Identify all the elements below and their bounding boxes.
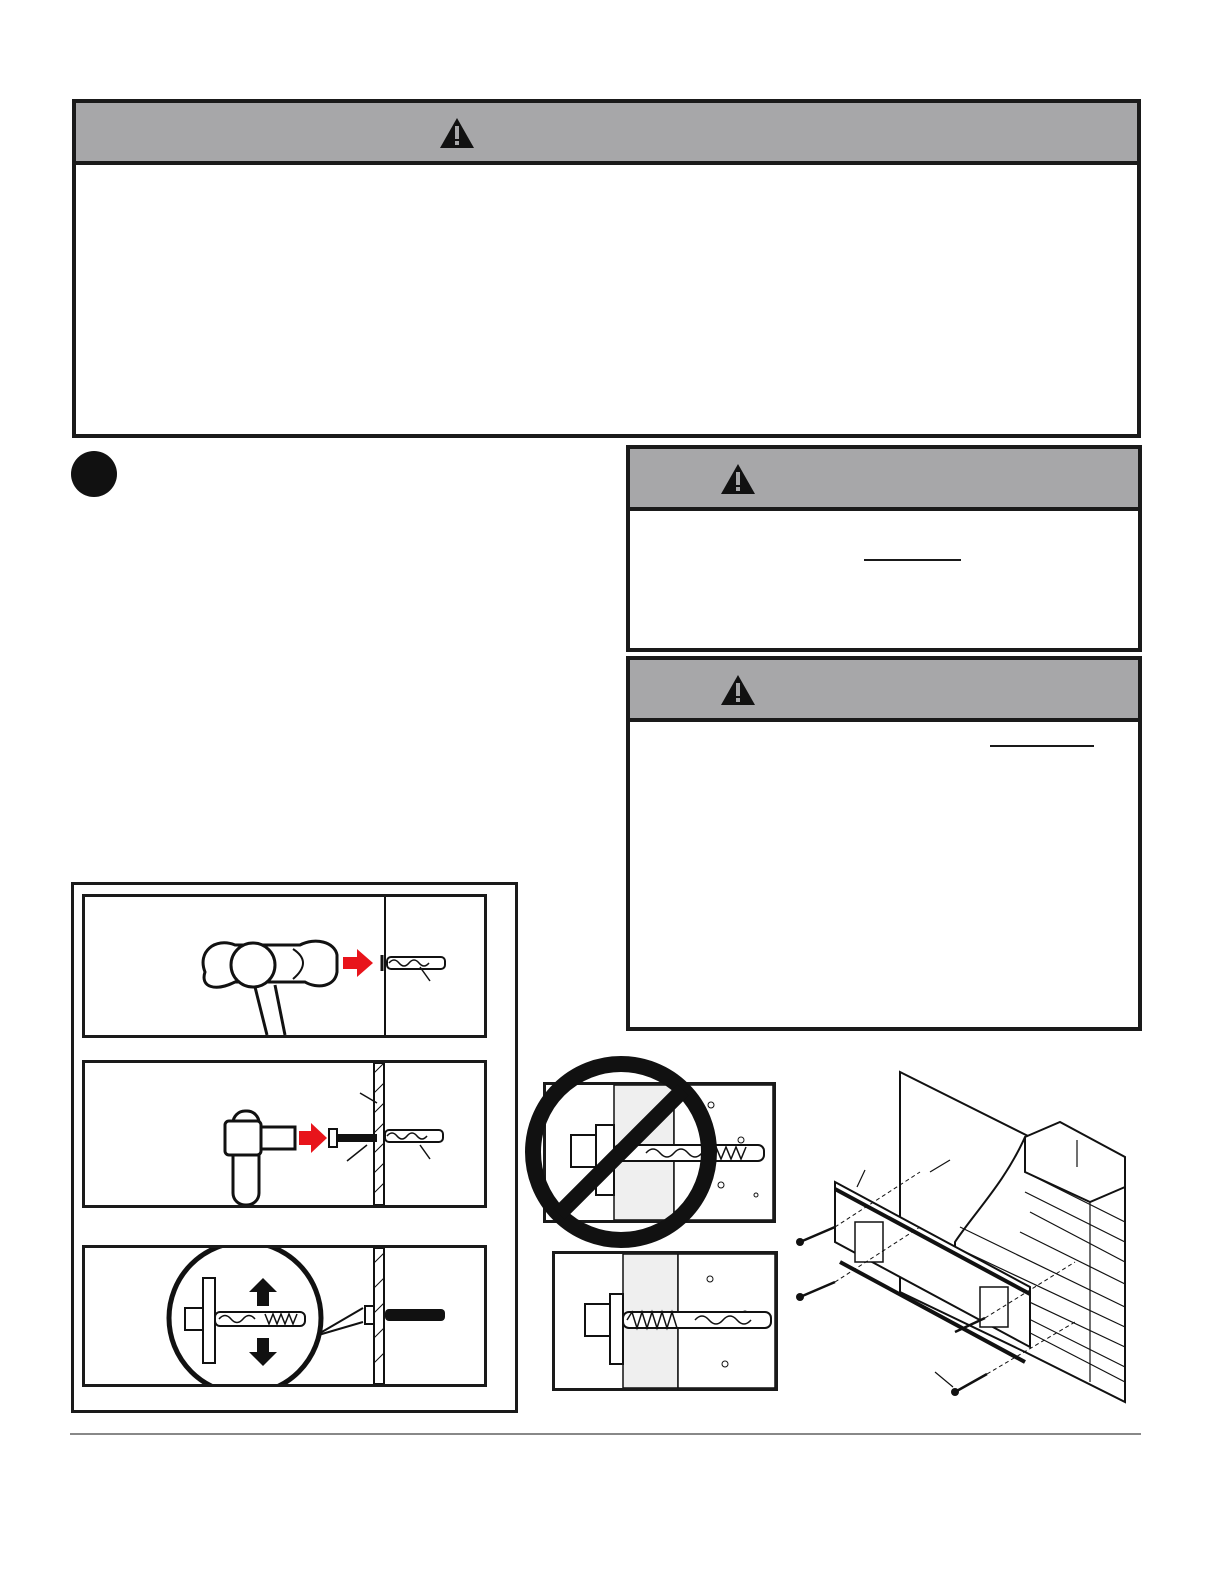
warning-box-2-header xyxy=(630,660,1138,722)
warning-box-1-header xyxy=(630,449,1138,511)
warning-triangle-icon xyxy=(439,117,475,149)
ratchet-lag-bolt-illustration xyxy=(85,1063,484,1205)
main-warning-box xyxy=(72,99,1141,438)
warning-box-2 xyxy=(626,656,1142,1031)
warning-box-1 xyxy=(626,445,1142,652)
main-warning-header xyxy=(76,103,1137,165)
warning-triangle-icon xyxy=(720,463,756,495)
wall-plate-brick-wall-illustration xyxy=(795,1062,1140,1412)
magnifier-panel xyxy=(82,1245,487,1387)
ratchet-panel xyxy=(82,1060,487,1208)
hammer-panel xyxy=(82,894,487,1038)
correct-install-panel xyxy=(552,1251,778,1391)
step-number-badge xyxy=(71,451,117,497)
hammer-anchor-illustration xyxy=(85,897,484,1035)
warning-box-2-underline xyxy=(990,745,1094,747)
correct-install-detail xyxy=(555,1254,775,1388)
warning-triangle-icon xyxy=(720,674,756,706)
warning-box-1-underline xyxy=(864,559,961,561)
prohibited-icon xyxy=(521,1052,721,1252)
anchor-expansion-detail xyxy=(85,1248,484,1384)
footer-rule xyxy=(70,1433,1141,1435)
